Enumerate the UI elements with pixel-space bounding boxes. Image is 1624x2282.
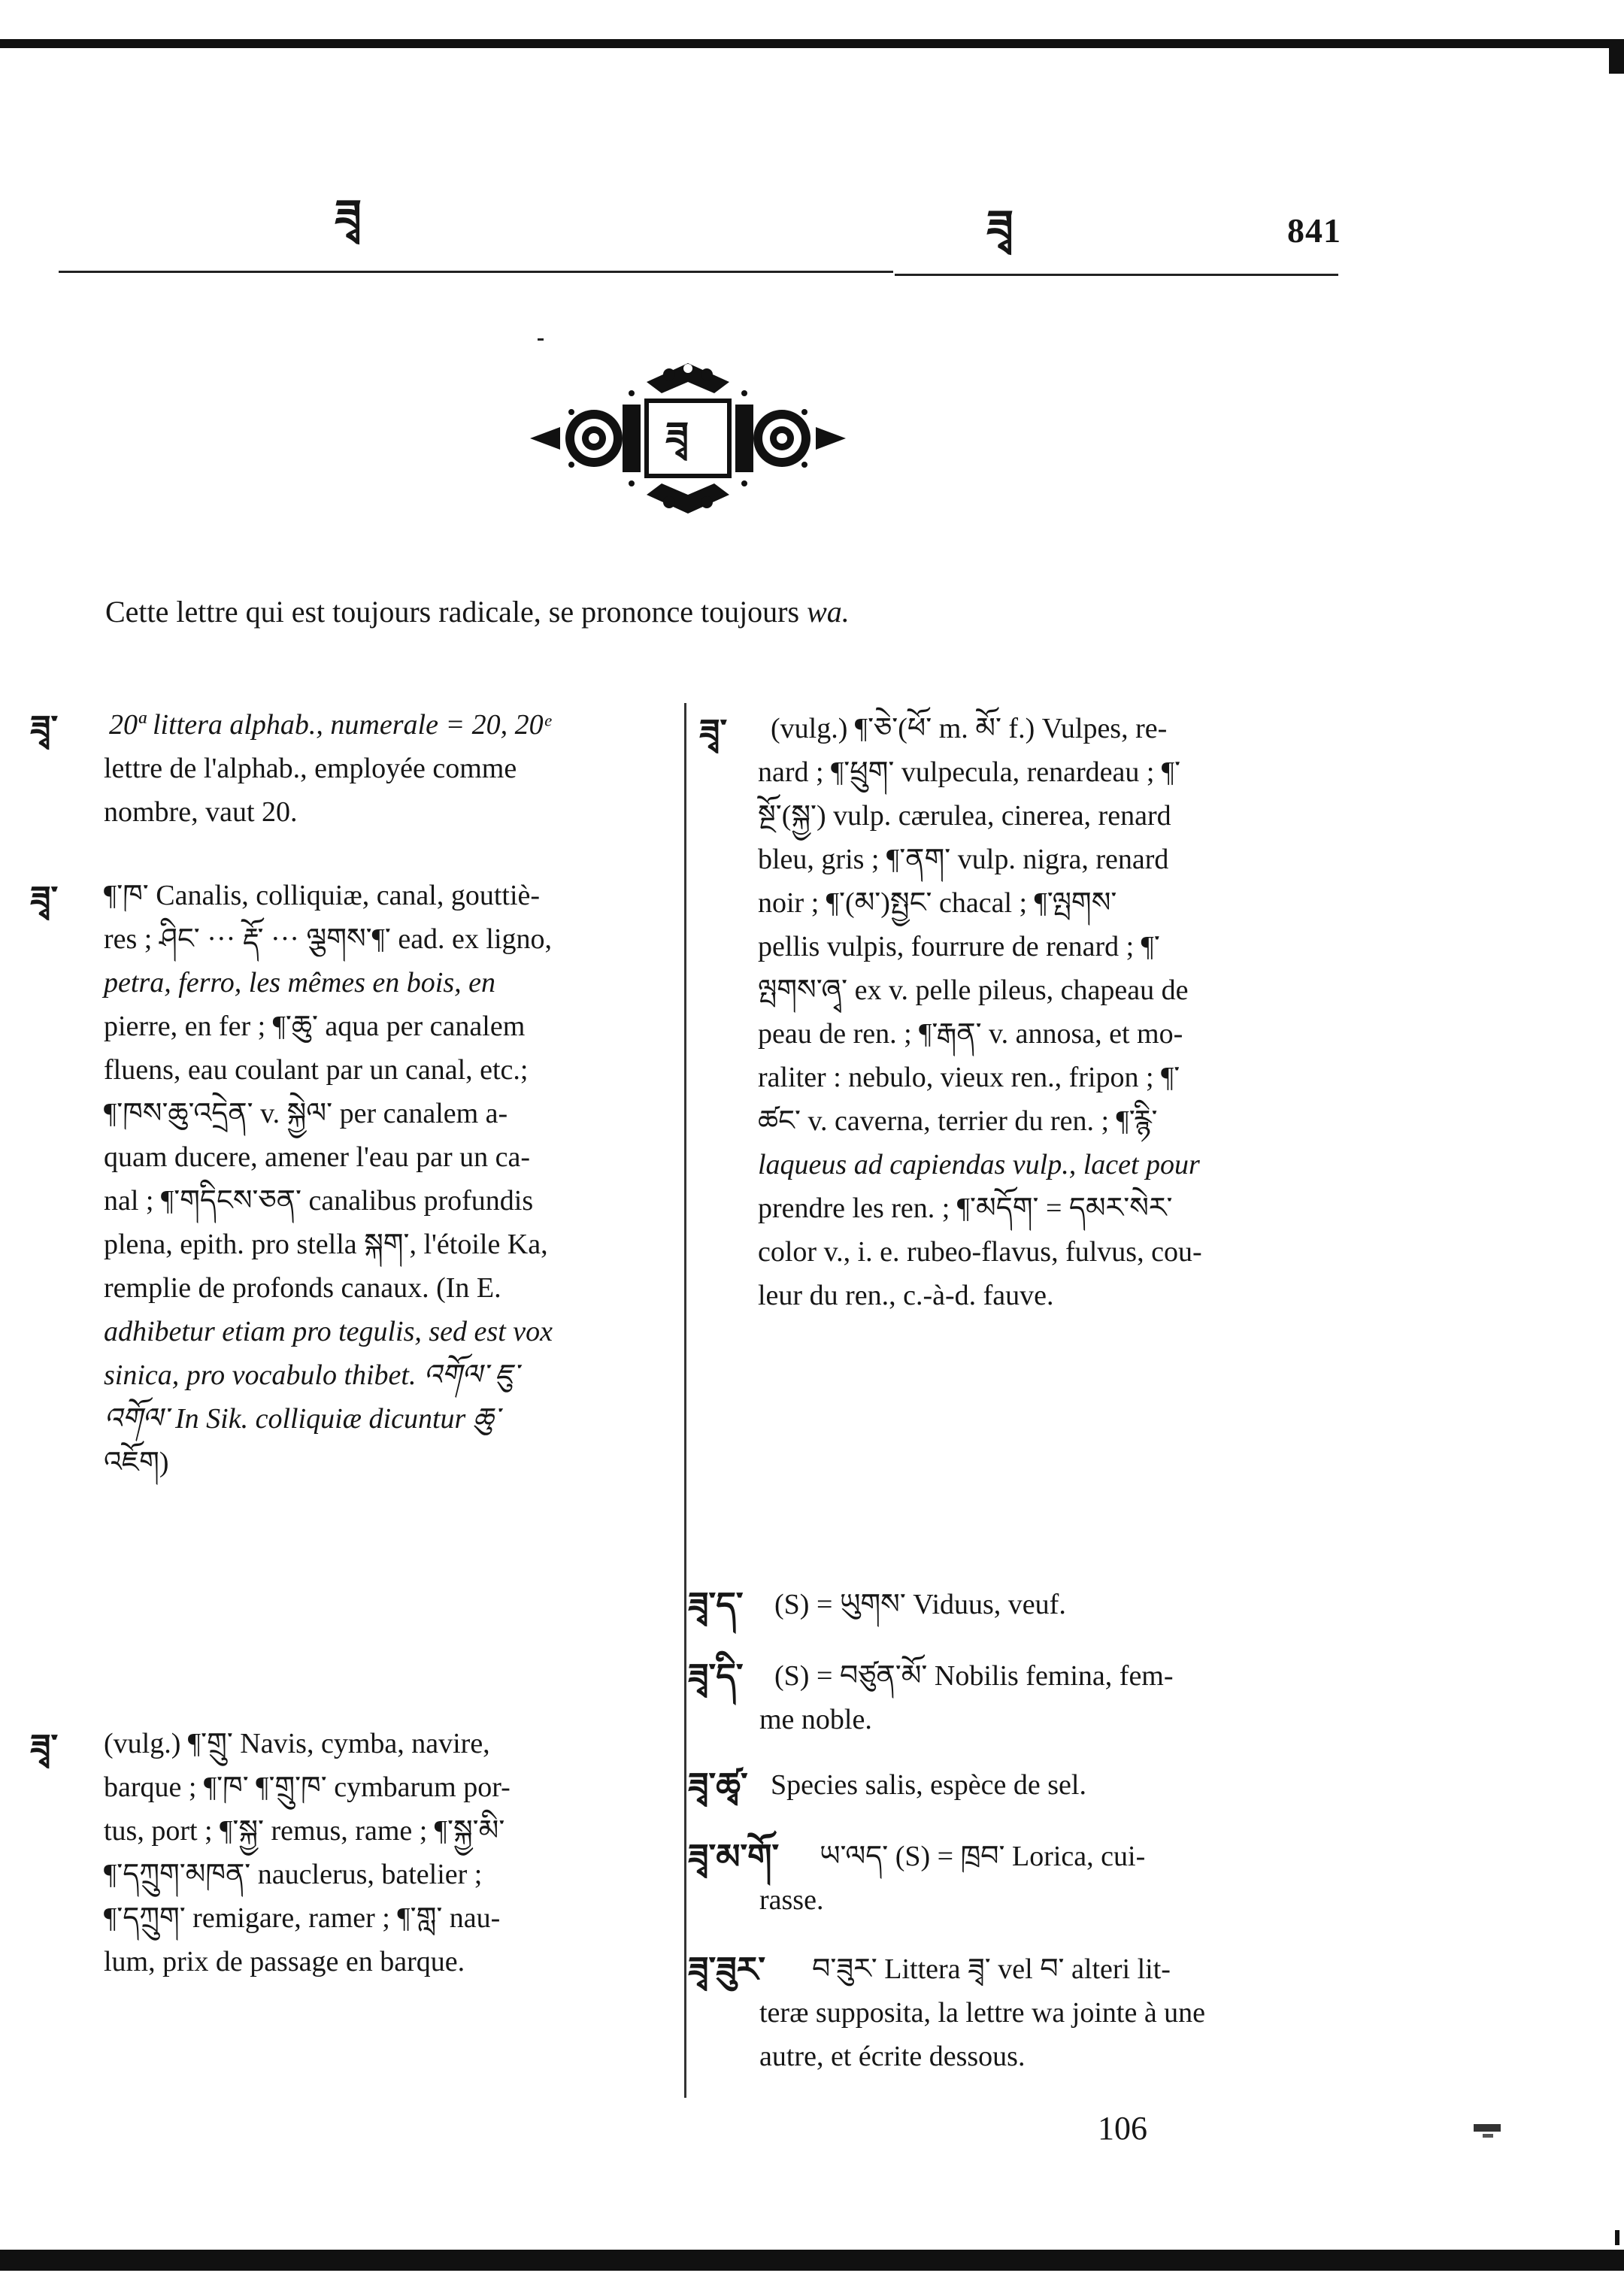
entry-line: noir ; ¶་(མ་)སྤྱང་ chacal ; ¶་ལྤགས་ <box>758 887 1117 919</box>
entry-line: (vulg.) ¶་ཅེ་(ཕོ་ m. མོ་ f.) Vulpes, re- <box>771 713 1168 744</box>
entry-line: ¶་ཁ་ Canalis, colliquiæ, canal, gouttiè- <box>104 880 541 911</box>
entry-line: me noble. <box>759 1704 872 1735</box>
entry-line: autre, et écrite dessous. <box>759 2041 1026 2072</box>
entry-line: adhibetur etiam pro tegulis, sed est vox <box>104 1316 553 1347</box>
entry-line: fluens, eau coulant par un canal, etc.; <box>104 1054 529 1086</box>
entry-line: ཚང་ v. caverna, terrier du ren. ; ¶་རྙི་ <box>758 1105 1158 1137</box>
folio-signature: 106 <box>1098 2110 1147 2147</box>
entry-line: བ་ཟུར་ Littera ཟྭ་ vel བ་ alteri lit- <box>812 1953 1171 1985</box>
entry-line: rasse. <box>759 1884 824 1916</box>
entry-line: laqueus ad capiendas vulp., lacet pour <box>758 1149 1200 1180</box>
entry-headword: ཟྭ་མ་གོ་ <box>688 1836 780 1877</box>
entry-line: nard ; ¶་ཕྲུག་ vulpecula, renardeau ; ¶་ <box>758 756 1181 788</box>
entry-line: teræ supposita, la lettre wa jointe à une <box>759 1997 1206 2029</box>
entry-line: ¶་དཀྲུག་ remigare, ramer ; ¶་གླ་ nau- <box>104 1902 501 1934</box>
entry-line: nal ; ¶་གདིངས་ཅན་ canalibus profundis <box>104 1185 534 1217</box>
entry-line: tus, port ; ¶་སྐྱ་ remus, rame ; ¶་སྐྱ་མི་ <box>104 1815 505 1847</box>
entry-line: nombre, vaut 20. <box>104 796 298 828</box>
entry-headword: ཟྭ་ <box>30 878 59 919</box>
header-rule-left <box>59 271 893 273</box>
entry-line: lum, prix de passage en barque. <box>104 1946 465 1977</box>
top-border-corner <box>1609 44 1624 74</box>
entry-line: pierre, en fer ; ¶་ཆུ་ aqua per canalem <box>104 1011 526 1042</box>
entry-right-1 <box>699 707 1361 1317</box>
entry-headword: ཟྭ་དི་ <box>688 1656 744 1696</box>
intro-text: Cette lettre qui est toujours radicale, se prononce toujours <box>105 595 807 629</box>
margin-mark-small <box>1483 2134 1493 2138</box>
entry-line: འཇོག) <box>104 1447 169 1478</box>
entry-line: res ; ཤིང་ ··· རྡོ་ ··· ལྕགས་¶་ ead. ex ligno, <box>104 923 553 955</box>
margin-mark <box>1474 2124 1501 2132</box>
entry-right-3 <box>688 1654 1365 1741</box>
entry-line: plena, epith. pro stella སྐག་, l'étoile Ka, <box>104 1229 548 1260</box>
page-number: 841 <box>1287 211 1341 250</box>
entry-line: peau de ren. ; ¶་རྒན་ v. annosa, et mo- <box>758 1018 1183 1050</box>
column-divider <box>684 703 686 2098</box>
bottom-border-rule <box>0 2250 1624 2271</box>
entry-line: prendre les ren. ; ¶་མདོག་ = དམར་སེར་ <box>758 1193 1173 1224</box>
entry-line: (S) = ཡུགས་ Viduus, veuf. <box>774 1589 1066 1620</box>
entry-line: Species salis, espèce de sel. <box>771 1769 1086 1801</box>
entry-line: pellis vulpis, fourrure de renard ; ¶་ <box>758 931 1160 962</box>
entry-line: petra, ferro, les mêmes en bois, en <box>104 967 495 999</box>
entry-line: color v., i. e. rubeo-flavus, fulvus, cou- <box>758 1236 1202 1268</box>
entry-right-6 <box>688 1947 1365 2078</box>
entry-line: ལྤགས་ཞྭ་ ex v. pelle pileus, chapeau de <box>758 974 1189 1006</box>
entry-left-2 <box>30 874 669 1484</box>
entry-line: sinica, pro vocabulo thibet. འགོལ་ ཇུ་ <box>104 1359 519 1391</box>
entry-line: (S) = བཙུན་མོ་ Nobilis femina, fem- <box>774 1660 1174 1692</box>
entry-line: 20ª littera alphab., numerale = 20, 20ᵉ <box>109 709 551 741</box>
entry-line: remplie de profonds canaux. (In E. <box>104 1272 501 1304</box>
entry-headword: ཟྭ་ཟུར་ <box>688 1949 766 1990</box>
entry-line: leur du ren., c.-à-d. fauve. <box>758 1280 1054 1311</box>
intro-italic: wa. <box>807 595 850 629</box>
entry-headword: ཟྭ་ <box>699 711 728 752</box>
top-border-rule <box>0 39 1624 48</box>
entry-right-4 <box>688 1763 1365 1807</box>
entry-line: quam ducere, amener l'eau par un ca- <box>104 1141 531 1173</box>
entry-line: སྔོ་(སྐྱ་) vulp. cærulea, cinerea, renard <box>758 800 1171 832</box>
stray-mark <box>538 338 544 341</box>
entry-right-2 <box>688 1583 1365 1626</box>
entry-line: ¶་དཀྲུག་མཁན་ nauclerus, batelier ; <box>104 1859 483 1890</box>
entry-headword: ཟྭ་ཚྭ་ <box>688 1765 748 1805</box>
entry-left-1 <box>30 703 669 834</box>
entry-headword: ཟྭ་ <box>30 1726 59 1767</box>
header-rule-right <box>895 274 1338 276</box>
entry-line: lettre de l'alphab., employée comme <box>104 753 517 784</box>
entry-line: (vulg.) ¶་གྲུ་ Navis, cymba, navire, <box>104 1728 490 1759</box>
edge-mark <box>1615 2230 1619 2245</box>
entry-right-5 <box>688 1835 1365 1922</box>
entry-headword: ཟྭ་ <box>30 708 59 748</box>
entry-line: barque ; ¶་ཁ་ ¶་གྲུ་ཁ་ cymbarum por- <box>104 1771 511 1803</box>
entry-line: འགོལ་ In Sik. colliquiæ dicuntur ཆུ་ <box>104 1403 499 1435</box>
entry-line: ¶་ཁས་ཆུ་འདྲེན་ v. སྐྱེལ་ per canalem a- <box>104 1098 508 1129</box>
intro-sentence <box>105 594 1338 629</box>
entry-left-3 <box>30 1722 669 1983</box>
entry-line: raliter : nebulo, vieux ren., fripon ; ¶་ <box>758 1062 1180 1093</box>
ornament-letter: ཟྭ <box>665 414 689 459</box>
entry-line: bleu, gris ; ¶་ནག་ vulp. nigra, renard <box>758 844 1169 875</box>
entry-line: ཡ་ལད་ (S) = ཁྲབ་ Lorica, cui- <box>820 1841 1146 1872</box>
running-head-left: ཟྭ <box>335 190 362 243</box>
running-head-center: ཟྭ <box>986 201 1013 253</box>
entry-headword: ཟྭ་ད་ <box>688 1584 744 1625</box>
